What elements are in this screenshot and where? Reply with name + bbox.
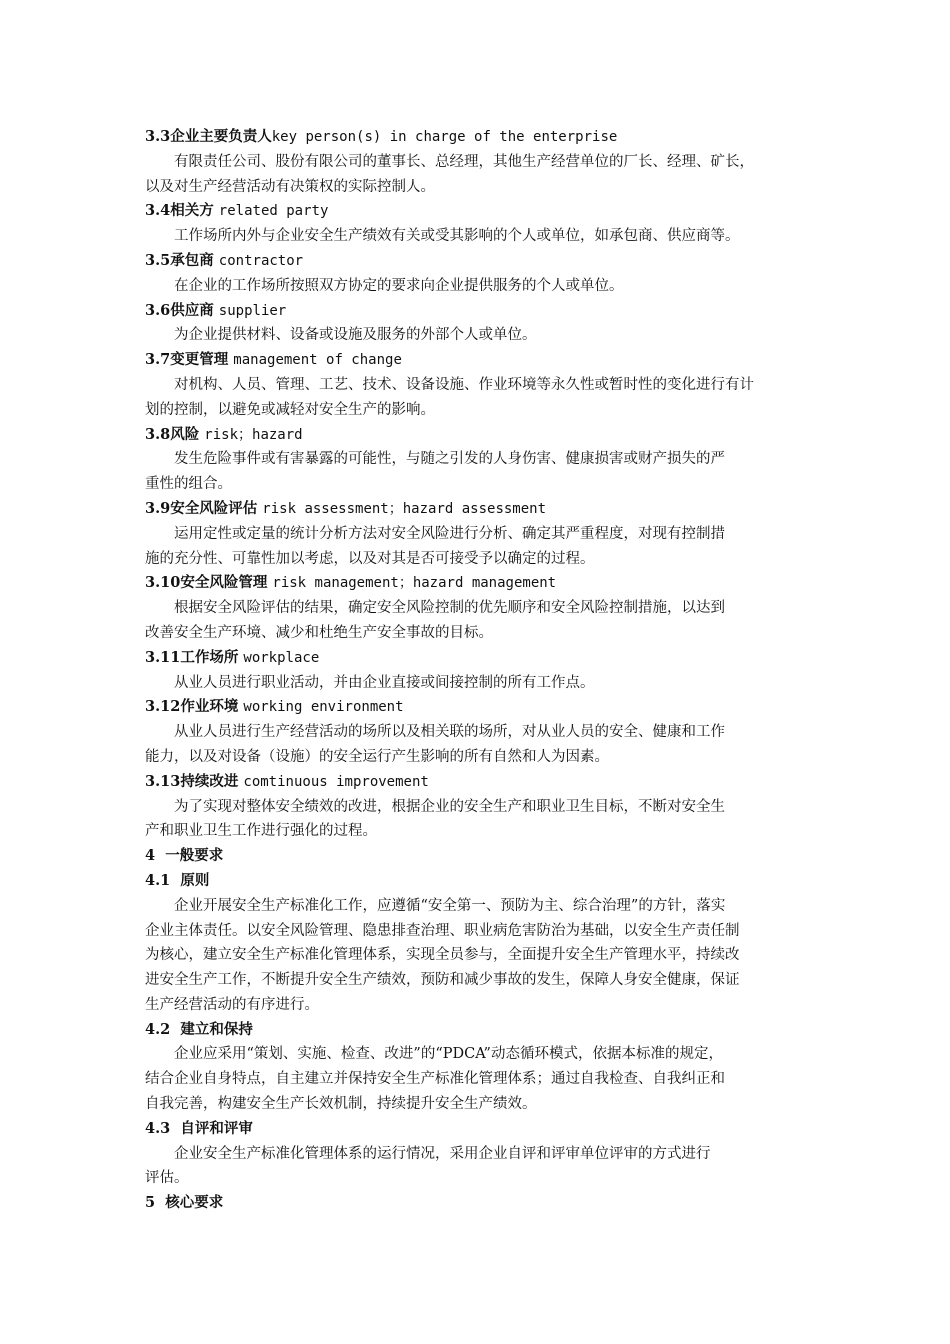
term-definition: 从业人员进行职业活动，并由企业直接或间接控制的所有工作点。 xyxy=(174,674,595,691)
term-definition: 从业人员进行生产经营活动的场所以及相关联的场所，对从业人员的安全、健康和工作 xyxy=(174,724,725,741)
term-heading: 3.11工作场所 workplace xyxy=(145,648,320,666)
paragraph-cont: 自我完善，构建安全生产长效机制，持续提升安全生产绩效。 xyxy=(145,1096,537,1113)
term-definition: 对机构、人员、管理、工艺、技术、设备设施、作业环境等永久性或暂时性的变化进行有计 xyxy=(174,376,754,393)
term-definition: 在企业的工作场所按照双方协定的要求向企业提供服务的个人或单位。 xyxy=(174,277,624,294)
term-heading: 3.10安全风险管理 risk management；hazard management xyxy=(145,574,557,592)
term-definition-cont: 划的控制，以避免或减轻对安全生产的影响。 xyxy=(145,401,435,418)
term-definition: 工作场所内外与企业安全生产绩效有关或受其影响的个人或单位，如承包商、供应商等。 xyxy=(174,228,740,245)
term-definition: 为企业提供材料、设备或设施及服务的外部个人或单位。 xyxy=(174,327,537,344)
term-heading: 3.5承包商 contractor xyxy=(145,251,304,269)
term-heading: 3.7变更管理 management of change xyxy=(145,351,402,369)
subsection-heading: 4.3 自评和评审 xyxy=(145,1119,253,1137)
term-definition: 有限责任公司、股份有限公司的董事长、总经理，其他生产经营单位的厂长、经理、矿长， xyxy=(174,153,754,170)
paragraph-cont: 结合企业自身特点，自主建立并保持安全生产标准化管理体系；通过自我检查、自我纠正和 xyxy=(145,1071,725,1088)
term-definition: 发生危险事件或有害暴露的可能性，与随之引发的人身伤害、健康损害或财产损失的严 xyxy=(174,451,725,468)
paragraph: 企业安全生产标准化管理体系的运行情况，采用企业自评和评审单位评审的方式进行 xyxy=(174,1145,711,1162)
section-heading: 5 核心要求 xyxy=(145,1194,224,1212)
term-heading: 3.4相关方 related party xyxy=(145,202,329,220)
subsection-heading: 4.2 建立和保持 xyxy=(145,1020,253,1038)
term-heading: 3.6供应商 supplier xyxy=(145,301,287,319)
section-heading: 4 一般要求 xyxy=(145,847,224,865)
term-definition-cont: 产和职业卫生工作进行强化的过程。 xyxy=(145,823,377,840)
paragraph: 企业开展安全生产标准化工作，应遵循“安全第一、预防为主、综合治理”的方针，落实 xyxy=(174,897,726,914)
term-definition: 为了实现对整体安全绩效的改进，根据企业的安全生产和职业卫生目标，不断对安全生 xyxy=(174,798,725,815)
term-definition-cont: 改善安全生产环境、减少和杜绝生产安全事故的目标。 xyxy=(145,624,493,641)
paragraph-cont: 为核心，建立安全生产标准化管理体系，实现全员参与，全面提升安全生产管理水平，持续改 xyxy=(145,947,740,964)
paragraph-cont: 生产经营活动的有序进行。 xyxy=(145,996,319,1013)
term-heading: 3.9安全风险评估 risk assessment；hazard assessment xyxy=(145,499,547,517)
term-heading: 3.8风险 risk；hazard xyxy=(145,425,303,443)
term-definition: 根据安全风险评估的结果，确定安全风险控制的优先顺序和安全风险控制措施，以达到 xyxy=(174,600,725,617)
term-heading: 3.12作业环境 working environment xyxy=(145,698,404,716)
paragraph-cont: 评估。 xyxy=(145,1170,189,1187)
term-definition: 运用定性或定量的统计分析方法对安全风险进行分析、确定其严重程度，对现有控制措 xyxy=(174,525,725,542)
term-definition-cont: 施的充分性、可靠性加以考虑，以及对其是否可接受予以确定的过程。 xyxy=(145,550,595,567)
document-body xyxy=(145,125,815,1216)
term-definition-cont: 重性的组合。 xyxy=(145,476,232,493)
paragraph: 企业应采用“策划、实施、检查、改进”的“PDCA”动态循环模式，依据本标准的规定， xyxy=(174,1046,723,1063)
term-heading: 3.3企业主要负责人key person(s) in charge of the enterprise xyxy=(145,128,618,145)
term-heading: 3.13持续改进 comtinuous improvement xyxy=(145,772,429,790)
paragraph-cont: 进安全生产工作，不断提升安全生产绩效，预防和减少事故的发生，保障人身安全健康，保证 xyxy=(145,972,740,989)
subsection-heading: 4.1 原则 xyxy=(145,871,210,889)
paragraph-cont: 企业主体责任。以安全风险管理、隐患排查治理、职业病危害防治为基础，以安全生产责任制 xyxy=(145,922,740,939)
term-definition-cont: 以及对生产经营活动有决策权的实际控制人。 xyxy=(145,178,435,195)
term-definition-cont: 能力，以及对设备（设施）的安全运行产生影响的所有自然和人为因素。 xyxy=(145,748,609,765)
